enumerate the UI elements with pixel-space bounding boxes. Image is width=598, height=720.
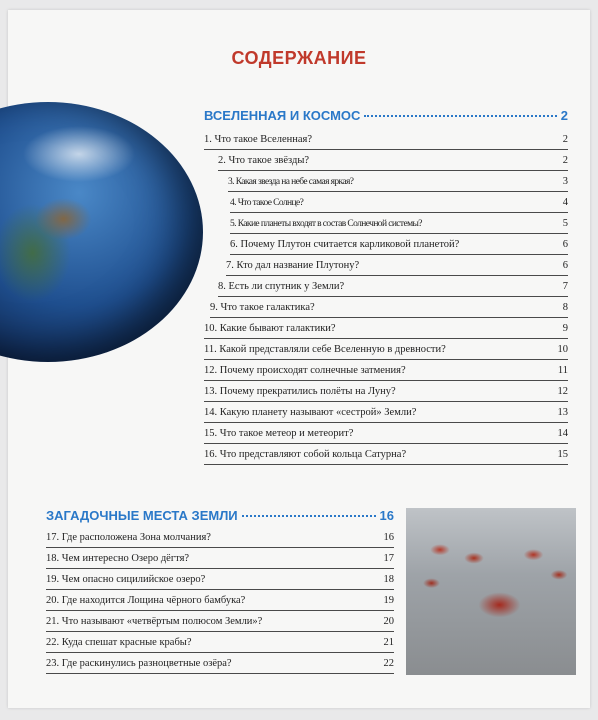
toc-entry-page: 2	[562, 134, 568, 145]
toc-row[interactable]	[226, 256, 568, 276]
section-page-number: 2	[560, 108, 568, 123]
toc-row[interactable]	[210, 298, 568, 318]
toc-entry-page: 20	[383, 616, 394, 627]
leader-dots	[242, 515, 376, 517]
toc-entry-page: 9	[562, 323, 568, 334]
toc-row[interactable]	[230, 214, 568, 234]
toc-entry-label: 3. Какая звезда на небе самая яркая?	[228, 176, 354, 187]
toc-entry-page: 5	[562, 218, 568, 229]
toc-entry-page: 6	[562, 260, 568, 271]
section-heading-text: ЗАГАДОЧНЫЕ МЕСТА ЗЕМЛИ	[46, 508, 238, 523]
toc-row[interactable]	[230, 235, 568, 255]
toc-row[interactable]	[218, 151, 568, 171]
toc-entry-page: 13	[557, 407, 568, 418]
toc-entry-label: 4. Что такое Солнце?	[230, 197, 304, 208]
toc-entry-label: 1. Что такое Вселенная?	[204, 134, 312, 145]
toc-row[interactable]	[228, 172, 568, 192]
toc-row[interactable]	[204, 319, 568, 339]
toc-entry-label: 7. Кто дал название Плутону?	[226, 260, 360, 271]
red-crabs-image	[406, 508, 576, 675]
toc-entry-page: 14	[557, 428, 568, 439]
toc-entry-page: 19	[383, 595, 394, 606]
toc-entry-label: 8. Есть ли спутник у Земли?	[218, 281, 345, 292]
toc-row[interactable]	[46, 612, 394, 632]
toc-entry-label: 12. Почему происходят солнечные затмения?	[204, 365, 406, 376]
toc-row[interactable]	[46, 528, 394, 548]
toc-row[interactable]	[204, 361, 568, 381]
toc-entry-label: 5. Какие планеты входят в состав Солнечной системы?	[230, 218, 422, 229]
section-page-number: 16	[379, 508, 394, 523]
toc-entry-page: 10	[557, 344, 568, 355]
page-title: СОДЕРЖАНИЕ	[231, 48, 367, 68]
toc-entry-label: 21. Что называют «четвёртым полюсом Земли»?	[46, 616, 263, 627]
toc-entry-label: 22. Куда спешат красные крабы?	[46, 637, 192, 648]
toc-entry-page: 15	[557, 449, 568, 460]
toc-entry-label: 19. Чем опасно сицилийское озеро?	[46, 574, 206, 585]
toc-row[interactable]	[218, 277, 568, 297]
toc-entry-label: 17. Где расположена Зона молчания?	[46, 532, 211, 543]
earth-image	[0, 102, 203, 362]
toc-row[interactable]	[204, 340, 568, 360]
toc-row[interactable]	[46, 633, 394, 653]
leader-dots	[364, 115, 556, 117]
toc-row[interactable]	[230, 193, 568, 213]
toc-entry-label: 13. Почему прекратились полёты на Луну?	[204, 386, 396, 397]
toc-entry-label: 11. Какой представляли себе Вселенную в древности?	[204, 344, 446, 355]
toc-entry-page: 17	[383, 553, 394, 564]
toc-entry-label: 15. Что такое метеор и метеорит?	[204, 428, 354, 439]
toc-entry-page: 22	[383, 658, 394, 669]
section-heading-mysterious-places	[46, 508, 394, 523]
toc-entry-label: 10. Какие бывают галактики?	[204, 323, 336, 334]
toc-entry-page: 21	[383, 637, 394, 648]
toc-entry-page: 6	[562, 239, 568, 250]
toc-entry-page: 11	[557, 365, 568, 376]
toc-row[interactable]	[46, 591, 394, 611]
toc-row[interactable]	[204, 403, 568, 423]
toc-row[interactable]	[204, 130, 568, 150]
section-heading-universe	[204, 108, 568, 123]
toc-row[interactable]	[46, 570, 394, 590]
toc-entry-page: 2	[562, 155, 568, 166]
book-page	[8, 10, 590, 708]
toc-entry-label: 6. Почему Плутон считается карликовой планетой?	[230, 239, 460, 250]
toc-entry-label: 18. Чем интересно Озеро дёгтя?	[46, 553, 190, 564]
toc-entry-page: 16	[383, 532, 394, 543]
toc-entry-label: 16. Что представляют собой кольца Сатурна?	[204, 449, 407, 460]
toc-entry-page: 18	[383, 574, 394, 585]
toc-entry-label: 20. Где находится Лощина чёрного бамбука?	[46, 595, 246, 606]
toc-entry-label: 2. Что такое звёзды?	[218, 155, 310, 166]
toc-entry-page: 3	[562, 176, 568, 187]
toc-row[interactable]	[46, 549, 394, 569]
toc-row[interactable]	[204, 382, 568, 402]
toc-entry-page: 12	[557, 386, 568, 397]
toc-entry-page: 4	[562, 197, 568, 208]
toc-entry-label: 23. Где раскинулись разноцветные озёра?	[46, 658, 232, 669]
toc-entry-label: 9. Что такое галактика?	[210, 302, 315, 313]
toc-row[interactable]	[204, 424, 568, 444]
toc-row[interactable]	[204, 445, 568, 465]
toc-entry-label: 14. Какую планету называют «сестрой» Земли?	[204, 407, 417, 418]
toc-row[interactable]	[46, 654, 394, 674]
section-heading-text: ВСЕЛЕННАЯ И КОСМОС	[204, 108, 361, 123]
toc-entry-page: 8	[562, 302, 568, 313]
toc-entry-page: 7	[562, 281, 568, 292]
